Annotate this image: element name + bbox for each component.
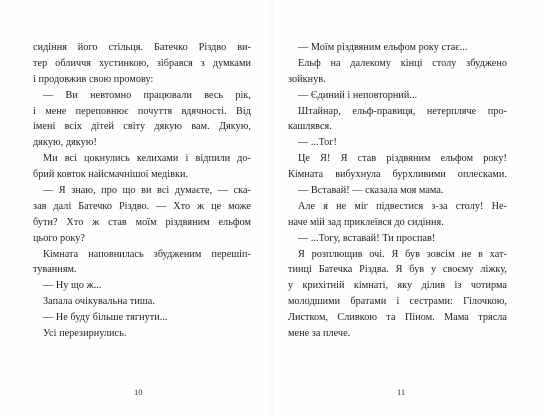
text-line: тер обличчя хустинкою, зібрався з думками bbox=[33, 57, 251, 69]
text-line: Штайнар, ельф-правиця, нетерпляче про- bbox=[298, 105, 507, 117]
text-line: мене за плече. bbox=[288, 328, 351, 340]
text-line: Кімната наповнилась збудженим перешіп- bbox=[43, 248, 251, 260]
right-page-number: 11 bbox=[397, 387, 406, 397]
text-line: — Вставай! — сказала моя мама. bbox=[298, 185, 444, 197]
text-line: і продовжив свою промову: bbox=[33, 73, 154, 85]
text-line: — Ну що ж... bbox=[43, 280, 102, 292]
text-line: зав далі Батечко Різдво. — Хто ж це може bbox=[33, 200, 251, 212]
text-line: Ельф на далекому кінці столу збуджено bbox=[298, 57, 507, 69]
text-line: — ...Тог! bbox=[298, 137, 337, 149]
text-line: брий ковток найсмачнішої медівки. bbox=[33, 169, 189, 181]
text-line: — Моїм різдвяним ельфом року стає... bbox=[298, 42, 468, 53]
text-line: молодшими братами і сестрами: Гілочкою, bbox=[288, 296, 507, 308]
text-line: Я розплющив очі. Я був зовсім не в хат- bbox=[298, 248, 507, 260]
right-page-text bbox=[288, 40, 507, 342]
book-gutter bbox=[269, 0, 273, 417]
text-line: імені всіх дітей світу дякую вам. Дякую, bbox=[33, 121, 251, 133]
text-line: бути? Хто ж став моїм різдвяним ельфом bbox=[33, 216, 251, 228]
text-line: — Єдиний і неповторний... bbox=[298, 89, 418, 101]
text-line: сидіння його стільця. Батечко Різдво ви- bbox=[33, 42, 251, 53]
text-line: наче мій зад приклеївся до сидіння. bbox=[288, 216, 444, 228]
text-line: і мене переповнює почуття вдячності. Від bbox=[33, 105, 251, 117]
text-line: — Я знаю, про що ви всі думаєте, — ска- bbox=[43, 185, 251, 197]
text-line: Ми всі цокнулись келихами і відпили до- bbox=[43, 153, 251, 165]
text-line: тинці Батечка Різдва. Я був у своєму ліжку, bbox=[288, 264, 507, 276]
left-page-number: 10 bbox=[134, 387, 143, 397]
text-line: туванням. bbox=[33, 264, 77, 276]
text-line: кашлявся. bbox=[288, 121, 332, 133]
text-line: Кімната вибухнула бурхливими оплесками. bbox=[288, 169, 507, 181]
text-line: Усі перезирнулись. bbox=[43, 328, 127, 340]
text-line: — ...Тогу, вставай! Ти проспав! bbox=[298, 232, 436, 244]
text-line: — Ви невтомно працювали весь рік, bbox=[43, 89, 251, 101]
text-line: дякую, дякую! bbox=[33, 137, 97, 149]
text-line: — Не буду більше тягнути... bbox=[43, 312, 168, 324]
left-page-text bbox=[33, 40, 251, 342]
text-line: цього року? bbox=[33, 232, 85, 244]
text-line: зойкнув. bbox=[288, 73, 326, 85]
text-line: Але я не міг підвестися з-за столу! Не- bbox=[298, 200, 507, 212]
text-line: у крихітній кімнаті, яку ділив із чотирма bbox=[288, 280, 507, 292]
text-line: Листком, Сливкою та Піном. Мама трясла bbox=[288, 312, 507, 324]
text-line: Це Я! Я став різдвяним ельфом року! bbox=[298, 153, 507, 165]
text-line: Запала очікувальна тиша. bbox=[43, 296, 155, 308]
